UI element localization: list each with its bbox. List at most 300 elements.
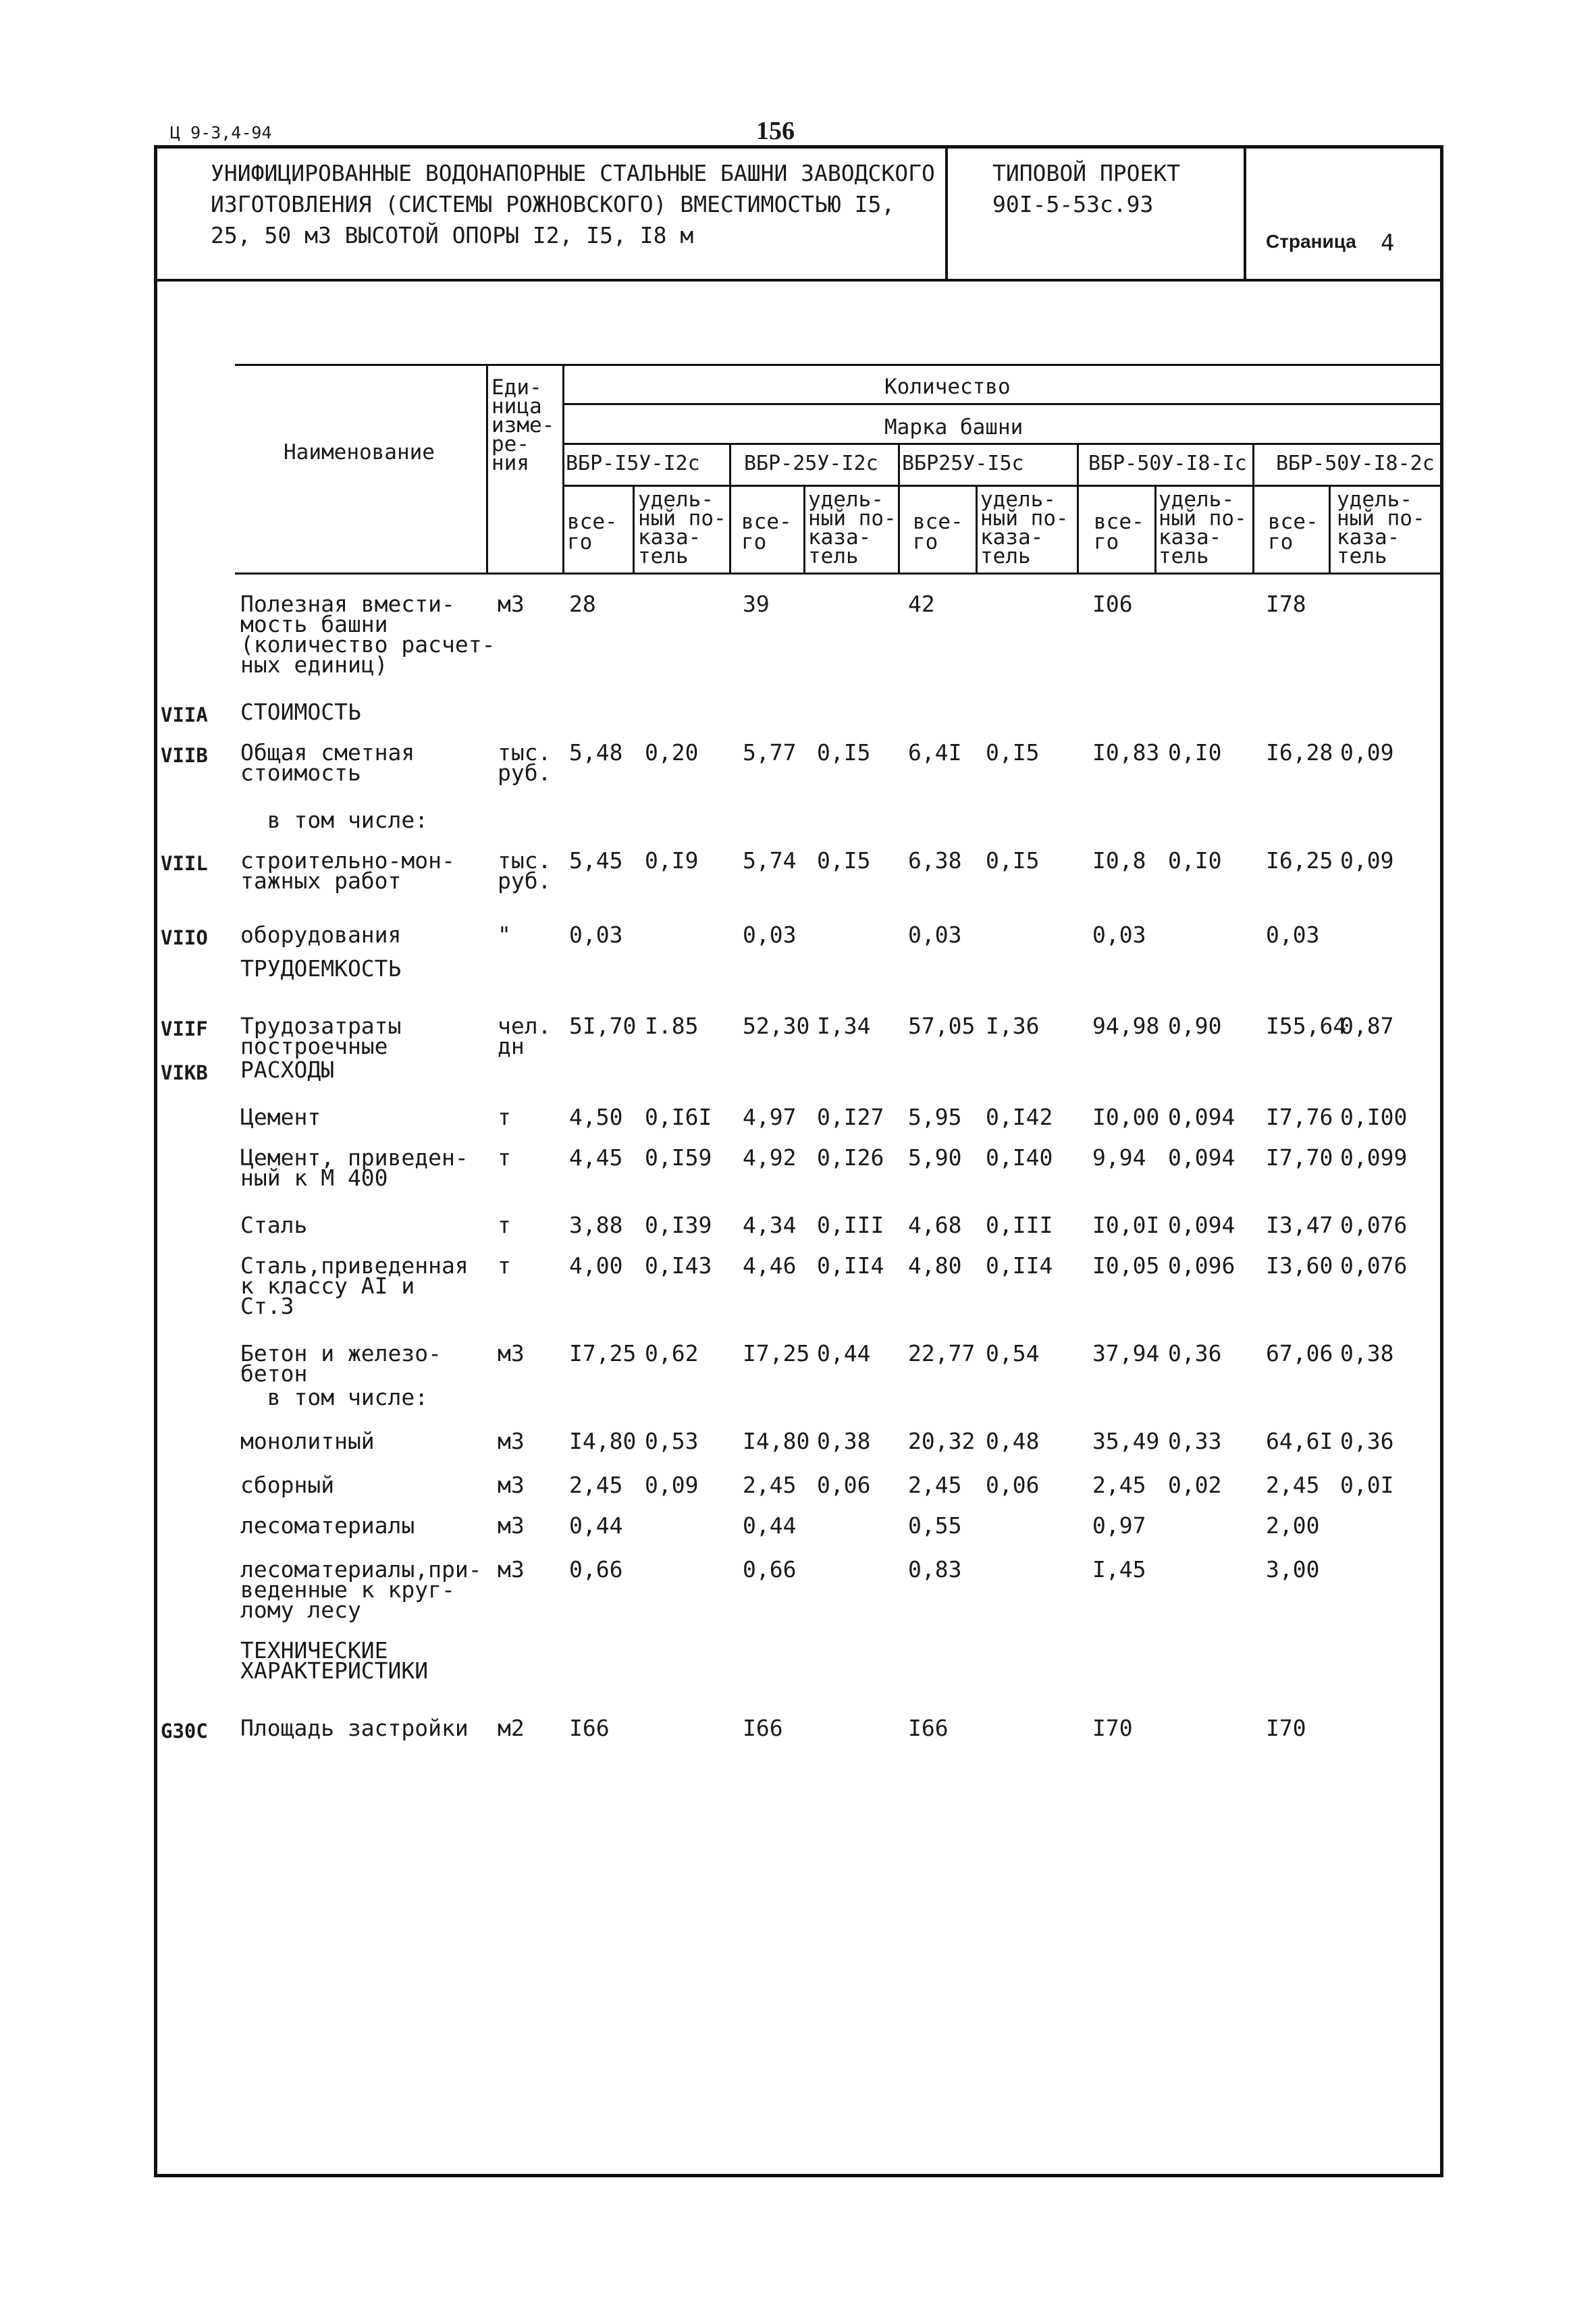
row-code: VIIO [161,926,208,949]
table-rule [562,403,1443,405]
row-name-line: к классу АI и [240,1273,415,1299]
row-unit [498,1512,525,1539]
value-total: 20,32 [908,1428,976,1454]
row-name-line: ХАРАКТЕРИСТИКИ [240,1657,429,1684]
table-rule [235,364,1443,366]
value-total: 5,45 [569,847,623,874]
table-rule [803,485,805,573]
row-name-line: построечные [240,1033,388,1059]
subcolumn-header-line: все- [913,510,963,534]
value-total: I06 [1092,591,1133,617]
value-total: 4,80 [908,1252,962,1279]
subcolumn-header-line: тель [1337,544,1387,568]
row-unit-line: т [498,1104,511,1130]
row-unit-line: дн [498,1033,525,1059]
value-specific: 0,I43 [645,1252,712,1279]
row-name [240,1715,490,1741]
subcolumn-header-line: каза- [980,525,1044,550]
table-rule [562,364,564,573]
project-line: 90I-5-53с.93 [992,191,1154,217]
value-total: 4,45 [569,1144,623,1171]
value-specific: 0,I5 [817,739,871,766]
value-total: 4,68 [908,1212,962,1238]
value-specific: 0,54 [986,1340,1040,1366]
row-name-line: бетон [240,1360,308,1387]
subcolumn-header-line: все- [1094,510,1144,534]
value-specific: 0,099 [1340,1144,1408,1171]
value-total: 37,94 [1092,1340,1160,1366]
value-total: 0,66 [743,1556,797,1583]
value-specific: 0,096 [1168,1252,1235,1279]
project-line: ТИПОВОЙ ПРОЕКТ [992,160,1181,186]
value-total: I7,25 [569,1340,637,1366]
brand-header: ВБР25У-I5с [902,452,1024,475]
row-unit [498,922,511,948]
value-total: 5I,70 [569,1013,637,1039]
row-name [240,1472,490,1498]
value-total: 3,88 [569,1212,623,1238]
value-total: 4,97 [743,1104,797,1130]
value-specific: 0,02 [1168,1472,1222,1498]
value-total: I55,64 [1266,1013,1347,1039]
row-code: VIIB [161,744,208,767]
table-rule [486,364,488,573]
value-total: 0,83 [908,1556,962,1583]
value-total: 5,90 [908,1144,962,1171]
unit-header-line: ния [491,451,529,475]
value-total: I0,05 [1092,1252,1160,1279]
value-total: I0,8 [1092,847,1146,874]
value-specific: 0,III [817,1212,884,1238]
value-total: I66 [569,1715,610,1741]
row-name [240,591,496,678]
column-header-tower-brand: Марка башни [884,415,1023,440]
subcolumn-header-total [1094,512,1144,552]
value-specific: 0,I40 [986,1144,1053,1171]
value-total: I0,00 [1092,1104,1160,1130]
value-total: 0,03 [569,922,623,948]
brand-header: ВБР-25У-I2с [744,452,878,475]
subcolumn-header-line: го [1268,530,1294,554]
subcolumn-header-line: го [1094,530,1119,554]
row-name-line: лесоматериалы,при- [240,1556,482,1583]
value-total: I6,28 [1266,739,1333,766]
value-specific: 0,38 [1340,1340,1394,1366]
subcolumn-header-line: тель [980,544,1031,568]
row-name [240,1212,490,1238]
value-specific: 0,I0 [1168,847,1222,874]
value-total: 0,44 [743,1512,797,1539]
subcolumn-header-line: каза- [1159,525,1222,550]
value-total: I7,70 [1266,1144,1333,1171]
value-specific: 0,076 [1340,1252,1408,1279]
value-total: I,45 [1092,1556,1146,1583]
subcolumn-header-line: тель [808,544,859,568]
row-unit [498,1428,525,1454]
unit-header-line: ница [491,394,542,419]
value-specific: 0,0I [1340,1472,1394,1498]
value-total: 5,77 [743,739,797,766]
value-total: 5,74 [743,847,797,874]
row-code: G30C [161,1720,208,1743]
value-total: 0,97 [1092,1512,1146,1539]
title-line: ИЗГОТОВЛЕНИЯ (СИСТЕМЫ РОЖНОВСКОГО) ВМЕСТИМОСТЬЮ I5, [211,191,895,217]
row-unit-line: " [498,922,511,948]
value-specific: I,36 [986,1013,1040,1039]
row-unit-line: тыс. [498,739,552,766]
value-specific: 0,I9 [645,847,699,874]
document-code: Ц 9-3,4-94 [170,123,272,142]
value-specific: 0,I39 [645,1212,712,1238]
row-unit-line: руб. [498,868,552,894]
value-total: 0,03 [908,922,962,948]
value-specific: 0,62 [645,1340,699,1366]
value-total: 0,44 [569,1512,623,1539]
row-name-line: Сталь,приведенная [240,1252,469,1279]
row-name [240,847,490,894]
subcolumn-header-line: удель- [1337,487,1412,512]
value-total: 4,46 [743,1252,797,1279]
row-name-line: Полезная вмести- [240,591,455,617]
row-name-line: строительно-мон- [240,847,455,874]
subcolumn-header-line: каза- [808,525,872,550]
subcolumn-header-total [1268,512,1319,552]
row-name-line: сборный [240,1472,335,1498]
subcolumn-header-line: все- [1268,510,1319,534]
value-total: 5,95 [908,1104,962,1130]
row-unit-line: м2 [498,1715,525,1741]
row-name-line: мость башни [240,611,388,637]
row-name [240,1637,490,1684]
row-code: VIKB [161,1061,208,1084]
brand-header: ВБР-50У-I8-Iс [1088,452,1247,475]
value-specific: I,34 [817,1013,871,1039]
value-total: 94,98 [1092,1013,1160,1039]
value-specific: 0,I26 [817,1144,884,1171]
row-name [240,1340,490,1387]
value-specific: 0,90 [1168,1013,1222,1039]
value-total: 67,06 [1266,1340,1333,1366]
row-name-line: стоимость [240,760,361,786]
row-name [240,1556,490,1623]
subcolumn-header-line: все- [741,510,792,534]
row-name-line: в том числе: [240,807,429,833]
value-total: 39 [743,591,770,617]
value-total: I3,47 [1266,1212,1333,1238]
row-name-line: Бетон и железо- [240,1340,442,1366]
value-specific: 0,I5 [986,739,1040,766]
page-number: 156 [756,117,795,145]
row-name-line: тажных работ [240,868,402,894]
table-rule [562,443,1443,445]
row-unit-line: т [498,1212,511,1238]
value-total: I3,60 [1266,1252,1333,1279]
row-name [240,1512,490,1539]
value-total: 22,77 [908,1340,976,1366]
row-unit-line: м3 [498,1428,525,1454]
row-name-line: Сталь [240,1212,308,1238]
unit-header-line: ре- [491,432,529,456]
value-specific: 0,094 [1168,1212,1235,1238]
subcolumn-header-specific [638,487,726,568]
subcolumn-header-line: ный по- [808,506,897,531]
document-title [211,158,940,251]
value-total: 2,00 [1266,1512,1320,1539]
table-rule [1329,485,1331,573]
subcolumn-header-line: удель- [808,487,884,512]
unit-header-line: Еди- [491,375,542,400]
title-line: УНИФИЦИРОВАННЫЕ ВОДОНАПОРНЫЕ СТАЛЬНЫЕ БАШНИ ЗАВОДСКОГО [211,160,935,186]
table-rule [633,485,635,573]
value-total: 64,6I [1266,1428,1333,1454]
column-header-name: Наименование [284,440,435,464]
value-total: 5,48 [569,739,623,766]
title-block-divider [154,279,1443,282]
row-name-line: ТРУДОЕМКОСТЬ [240,955,402,982]
page-value: 4 [1381,230,1395,257]
value-total: 0,55 [908,1512,962,1539]
row-name-line: монолитный [240,1428,375,1454]
row-name [240,1384,490,1410]
row-unit [498,1104,511,1130]
row-unit-line: руб. [498,760,552,786]
subcolumn-header-line: все- [567,510,618,534]
value-total: I70 [1092,1715,1133,1741]
value-total: 0,03 [743,922,797,948]
table-rule [729,443,731,573]
subcolumn-header-line: каза- [638,525,701,550]
column-header-unit [491,375,555,475]
value-total: 6,4I [908,739,962,766]
row-name-line: Цемент, приведен- [240,1144,469,1171]
value-specific: 0,87 [1340,1013,1394,1039]
unit-header-line: изме- [491,413,555,437]
value-specific: 0,II4 [986,1252,1053,1279]
row-unit [498,1013,552,1059]
subcolumn-header-line: ный по- [1159,506,1247,531]
subcolumn-header-line: удель- [980,487,1056,512]
subcolumn-header-line: тель [1159,544,1209,568]
subcolumn-header-total [913,512,963,552]
row-unit [498,1252,511,1279]
subcolumn-header-specific [980,487,1069,568]
value-specific: I.85 [645,1013,699,1039]
row-unit [498,1340,525,1366]
row-name [240,699,490,725]
value-total: I4,80 [569,1428,637,1454]
row-name-line: в том числе: [240,1384,429,1410]
value-specific: 0,20 [645,739,699,766]
value-total: 4,50 [569,1104,623,1130]
row-name [240,1104,490,1130]
value-specific: 0,09 [1340,847,1394,874]
row-unit-line: м3 [498,1512,525,1539]
value-specific: 0,I00 [1340,1104,1408,1130]
row-unit-line: тыс. [498,847,552,874]
subcolumn-header-specific [1337,487,1425,568]
value-specific: 0,33 [1168,1428,1222,1454]
subcolumn-header-line: го [913,530,938,554]
value-total: I7,25 [743,1340,810,1366]
row-unit [498,1472,525,1498]
value-specific: 0,076 [1340,1212,1408,1238]
value-total: I0,0I [1092,1212,1160,1238]
row-name [240,1144,490,1191]
value-specific: 0,II4 [817,1252,884,1279]
value-total: 0,66 [569,1556,623,1583]
value-specific: 0,09 [645,1472,699,1498]
value-total: 52,30 [743,1013,810,1039]
value-specific: 0,53 [645,1428,699,1454]
row-unit [498,591,525,617]
row-name [240,807,490,833]
table-rule [976,485,978,573]
table-rule [1154,485,1156,573]
value-total: 2,45 [1266,1472,1320,1498]
value-total: 2,45 [743,1472,797,1498]
value-specific: 0,06 [986,1472,1040,1498]
row-unit-line: м3 [498,591,525,617]
subcolumn-header-total [567,512,618,552]
value-specific: 0,I59 [645,1144,712,1171]
row-name-line: (количество расчет- [240,631,496,658]
brand-header: ВБР-I5У-I2с [566,452,700,475]
row-unit [498,1556,525,1583]
subcolumn-header-line: удель- [638,487,714,512]
row-code: VIIA [161,703,208,726]
subcolumn-header-line: удель- [1159,487,1234,512]
value-specific: 0,I5 [986,847,1040,874]
value-total: 2,45 [908,1472,962,1498]
subcolumn-header-line: ный по- [1337,506,1425,531]
table-rule [235,573,1443,575]
row-unit-line: м3 [498,1472,525,1498]
value-total: 4,00 [569,1252,623,1279]
row-name [240,1013,490,1059]
value-total: I66 [908,1715,949,1741]
subcolumn-header-line: тель [638,544,689,568]
row-name-line: Трудозатраты [240,1013,402,1039]
row-name-line: Цемент [240,1104,321,1130]
row-unit [498,1144,511,1171]
project-number [992,158,1180,220]
value-specific: 0,44 [817,1340,871,1366]
value-total: 2,45 [1092,1472,1146,1498]
value-specific: 0,36 [1168,1340,1222,1366]
title-block-separator [945,145,948,280]
value-total: 57,05 [908,1013,976,1039]
table-rule [1077,443,1079,573]
row-name [240,1252,490,1319]
row-name-line: РАСХОДЫ [240,1057,335,1083]
value-specific: 0,36 [1340,1428,1394,1454]
row-name-line: оборудования [240,922,402,948]
row-name-line: ный к М 400 [240,1165,388,1191]
value-total: I66 [743,1715,783,1741]
row-code: VIIL [161,852,208,875]
row-unit-line: т [498,1144,511,1171]
row-name-line: веденные к круг- [240,1576,455,1603]
value-total: I78 [1266,591,1306,617]
row-unit-line: чел. [498,1013,552,1039]
row-name [240,922,490,948]
value-specific: 0,I42 [986,1104,1053,1130]
row-name-line: ТЕХНИЧЕСКИЕ [240,1637,388,1664]
value-specific: 0,094 [1168,1104,1235,1130]
value-total: 42 [908,591,935,617]
value-specific: 0,I6I [645,1104,712,1130]
value-specific: 0,094 [1168,1144,1235,1171]
value-total: 35,49 [1092,1428,1160,1454]
value-total: I7,76 [1266,1104,1333,1130]
subcolumn-header-line: ный по- [980,506,1069,531]
value-total: 0,03 [1092,922,1146,948]
row-unit [498,847,552,894]
value-total: 4,92 [743,1144,797,1171]
row-name-line: Ст.3 [240,1293,294,1319]
value-specific: 0,I27 [817,1104,884,1130]
subcolumn-header-specific [1159,487,1247,568]
row-name-line: ных единиц) [240,652,388,678]
table-rule [898,443,900,573]
subcolumn-header-line: го [567,530,593,554]
value-total: I70 [1266,1715,1306,1741]
value-total: 0,03 [1266,922,1320,948]
row-unit-line: м3 [498,1556,525,1583]
value-total: 6,38 [908,847,962,874]
row-unit-line: т [498,1252,511,1279]
value-total: I6,25 [1266,847,1333,874]
value-total: 2,45 [569,1472,623,1498]
row-name [240,1428,490,1454]
value-total: I0,83 [1092,739,1160,766]
row-name-line: Общая сметная [240,739,415,766]
value-specific: 0,09 [1340,739,1394,766]
subcolumn-header-specific [808,487,897,568]
subcolumn-header-total [741,512,792,552]
value-total: 3,00 [1266,1556,1320,1583]
row-unit [498,1212,511,1238]
value-total: 9,94 [1092,1144,1146,1171]
value-total: 4,34 [743,1212,797,1238]
row-name-line: Площадь застройки [240,1715,469,1741]
column-header-quantity: Количество [884,375,1011,399]
subcolumn-header-line: ный по- [638,506,726,531]
subcolumn-header-line: каза- [1337,525,1400,550]
value-specific: 0,I5 [817,847,871,874]
row-name-line: СТОИМОСТЬ [240,699,361,725]
table-rule [1252,443,1254,573]
row-code: VIIF [161,1017,208,1040]
value-total: I4,80 [743,1428,810,1454]
page-label: Страница [1266,231,1356,252]
row-name-line: лесоматериалы [240,1512,415,1539]
value-specific: 0,I0 [1168,739,1222,766]
row-name [240,1057,490,1083]
row-unit [498,739,552,786]
value-total: 28 [569,591,596,617]
row-name [240,739,490,786]
value-specific: 0,06 [817,1472,871,1498]
row-name [240,955,490,982]
row-unit [498,1715,525,1741]
value-specific: 0,III [986,1212,1053,1238]
row-unit-line: м3 [498,1340,525,1366]
table-rule [562,485,1443,487]
title-line: 25, 50 м3 ВЫСОТОЙ ОПОРЫ I2, I5, I8 м [211,222,694,248]
brand-header: ВБР-50У-I8-2с [1276,454,1435,474]
row-name-line: лому лесу [240,1597,361,1623]
